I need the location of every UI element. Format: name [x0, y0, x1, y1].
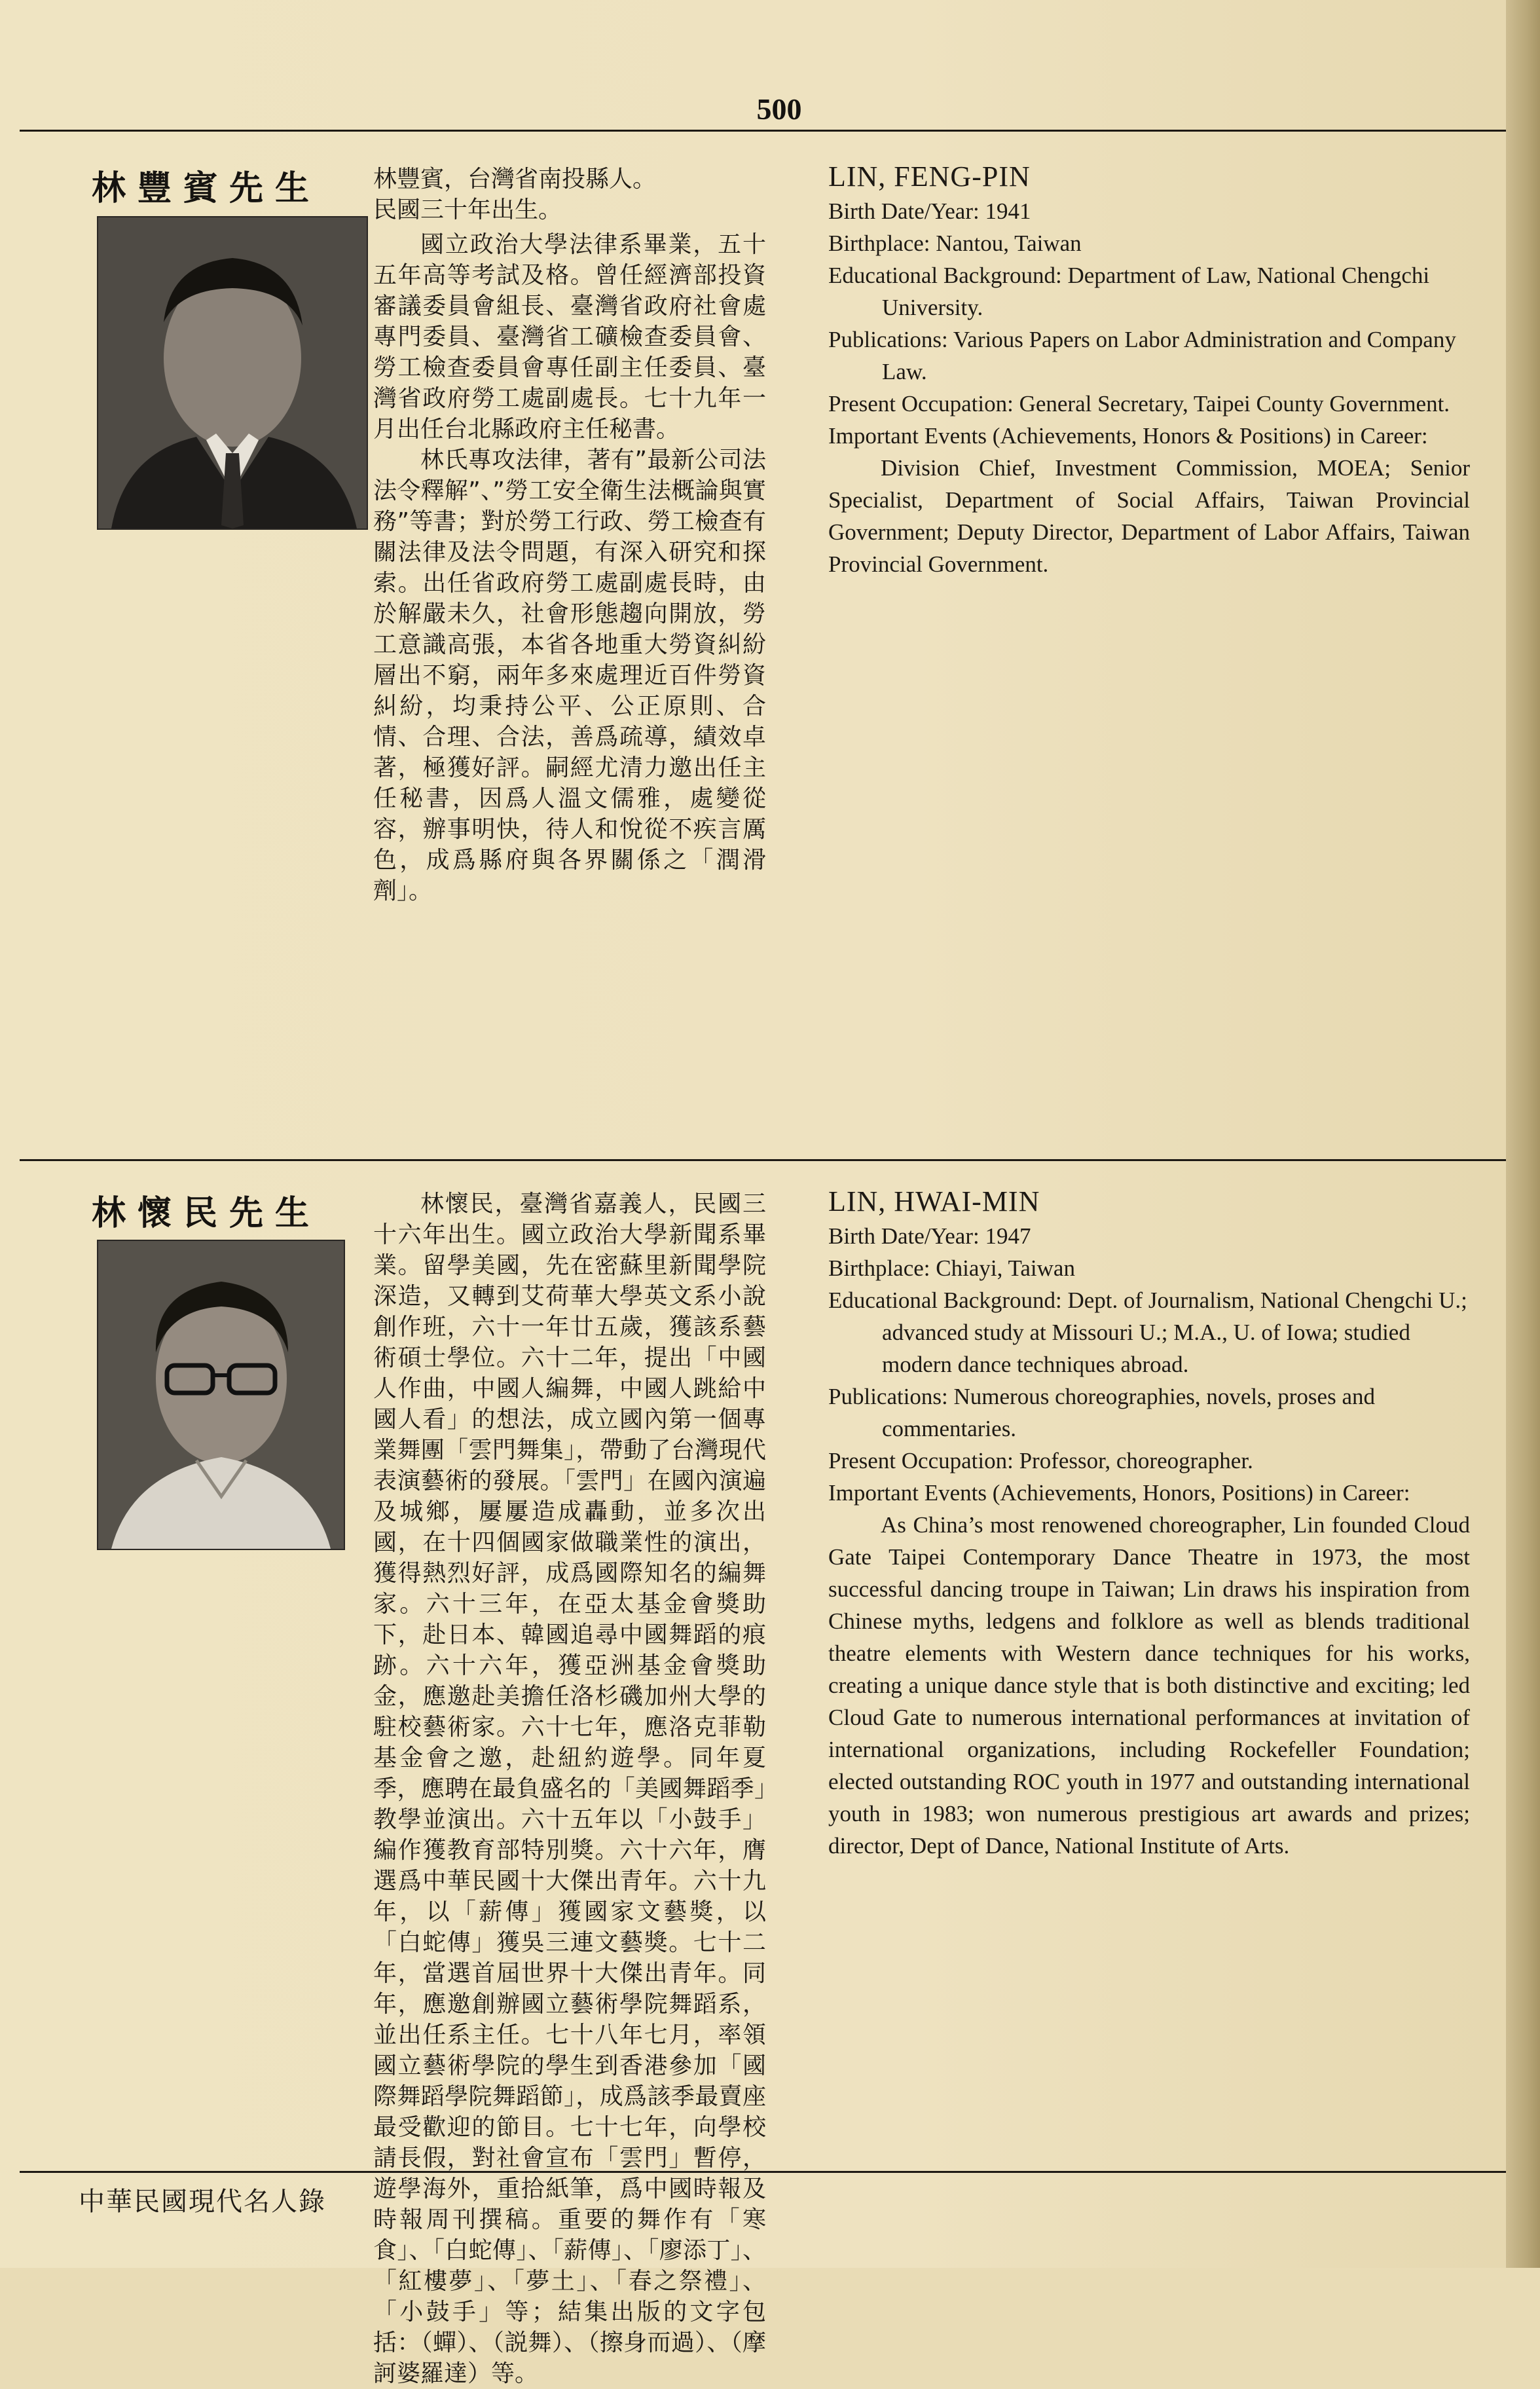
entry-2-career-text: As China’s most renowened choreographer, Lin founded Cloud Gate Taipei Contemporary Dance Theatre in 1973, the most successful dancing troupe in Taiwan; Lin draws his inspiration from Chinese myths, ledgens and folklore as well as blends traditional theatre elements with Western dance techniques for his works, creating a unique dance style that is both distinctive and exciting; led Cloud Gate to numerous international performances at invitation of international organizations, including Rockefeller Foundation; elected outstanding ROC youth in 1977 and outstanding international youth in 1983; won numerous prestigious art awards and prizes; director, Dept of Dance, National Institute of Arts. [828, 1512, 1470, 1859]
entry-1-field: Educational Background: Department of Law, National Chengchi University. [828, 263, 1430, 320]
entry-1-bio-para: 民國三十年出生。 [373, 196, 562, 223]
entry-1-field: Important Events (Achievements, Honors & Positions) in Career: [828, 423, 1428, 449]
book-spine [1506, 0, 1540, 2268]
entry-2-field: Educational Background: Dept. of Journalism, National Chengchi U.; advanced study at Missouri U.; M.A., U. of Iowa; studied modern dance techniques abroad. [828, 1287, 1467, 1377]
entry-2-field: Important Events (Achievements, Honors, Positions) in Career: [828, 1480, 1410, 1506]
entry-2-field: Birthplace: Chiayi, Taiwan [828, 1255, 1075, 1281]
entry-1-english-block [828, 160, 1470, 580]
entry-1-english-name: LIN, FENG-PIN [828, 160, 1031, 193]
entry-2-field: Present Occupation: Professor, choreographer. [828, 1448, 1253, 1473]
entry-1-bio-para: 國立政治大學法律系畢業，五十五年高等考試及格。曾任經濟部投資審議委員會組長、臺灣省政府社會處專門委員、臺灣省工礦檢查委員會、勞工檢查委員會專任副主任委員、臺灣省政府勞工處副處長。七十九年一月出任台北縣政府主任秘書。 [373, 231, 766, 443]
entry-1-field: Birth Date/Year: 1941 [828, 198, 1031, 224]
entry-2-bio-para: 林懷民，臺灣省嘉義人，民國三十六年出生。國立政治大學新聞系畢業。留學美國，先在密蘇里新聞學院深造，又轉到艾荷華大學英文系小說創作班，六十一年廿五歲，獲該系藝術碩士學位。六十二年，提出「中國人作曲，中國人編舞，中國人跳給中國人看」的想法，成立國內第一個專業舞團「雲門舞集」，帶動了台灣現代表演藝術的發展。「雲門」在國內演遍及城鄉，屢屢造成轟動，並多次出國，在十四個國家做職業性的演出，獲得熱烈好評，成爲國際知名的編舞家。六十三年，在亞太基金會獎助下，赴日本、韓國追尋中國舞蹈的痕跡。六十六年，獲亞洲基金會獎助金，應邀赴美擔任洛杉磯加州大學的駐校藝術家。六十七年，應洛克菲勒基金會之邀，赴紐約遊學。同年夏季，應聘在最負盛名的「美國舞蹈季」教學並演出。六十五年以「小鼓手」編作獲教育部特別獎。六十六年，膺選爲中華民國十大傑出青年。六十九年，以「薪傳」獲國家文藝獎，以「白蛇傳」獲吳三連文藝獎。七十二年，當選首屆世界十大傑出青年。同年，應邀創辦國立藝術學院舞蹈系，並出任系主任。七十八年七月，率領國立藝術學院的學生到香港參加「國際舞蹈學院舞蹈節」，成爲該季最賣座最受歡迎的節目。七十七年，向學校請長假，對社會宣布「雲門」暫停，遊學海外，重拾紙筆，爲中國時報及時報周刊撰稿。重要的舞作有「寒食」、「白蛇傳」、「薪傳」、「廖添丁」、「紅樓夢」、「夢土」、「春之祭禮」、「小鼓手」等；結集出版的文字包括：（蟬）、（説舞）、（擦身而過）、（摩訶婆羅達）等。 [373, 1191, 766, 2387]
section-divider [20, 1159, 1506, 1161]
entry-1-career-text: Division Chief, Investment Commission, MOEA; Senior Specialist, Department of Social Affairs, Taiwan Provincial Government; Deputy Director, Department of Labor Affairs, Taiwan Provincial Government. [828, 455, 1470, 577]
entry-1-field: Present Occupation: General Secretary, Taipei County Government. [828, 391, 1450, 417]
entry-1-chinese-bio [92, 229, 766, 906]
entry-1-chinese-name: 林豐賓先生 [92, 169, 321, 208]
entry-1-bio-para: 林氏專攻法律，著有”最新公司法法令釋解”、”勞工安全衛生法概論與實務”等書；對於勞工行政、勞工檢查有關法律及法令問題，有深入研究和探索。出任省政府勞工處副處長時，由於解嚴未久，社會形態趨向開放，勞工意識高張，本省各地重大勞資糾紛層出不窮，兩年多來處理近百件勞資糾紛，均秉持公平、公正原則、合情、合理、合法，善爲疏導，績效卓著，極獲好評。嗣經尤清力邀出任主任秘書，因爲人溫文儒雅，處變從容，辦事明快，待人和悅從不疾言厲色，成爲縣府與各界關係之「潤滑劑」。 [373, 447, 766, 904]
entry-1-field: Birthplace: Nantou, Taiwan [828, 231, 1082, 256]
entry-1-chinese-bio-top [373, 164, 766, 225]
entry-2-field: Publications: Numerous choreographies, novels, proses and commentaries. [828, 1384, 1375, 1441]
entry-2-english-name: LIN, HWAI-MIN [828, 1185, 1040, 1217]
entry-2-field: Birth Date/Year: 1947 [828, 1223, 1031, 1249]
entry-1-bio-para: 林豐賓，台灣省南投縣人。 [373, 166, 657, 193]
entry-2-chinese-name: 林懷民先生 [92, 1194, 321, 1233]
page-number: 500 [756, 92, 802, 126]
entry-1-field: Publications: Various Papers on Labor Administration and Company Law. [828, 327, 1456, 384]
book-title-footer: 中華民國現代名人錄 [79, 2187, 326, 2217]
entry-2-english-block [828, 1185, 1470, 1862]
header-rule [20, 130, 1506, 132]
